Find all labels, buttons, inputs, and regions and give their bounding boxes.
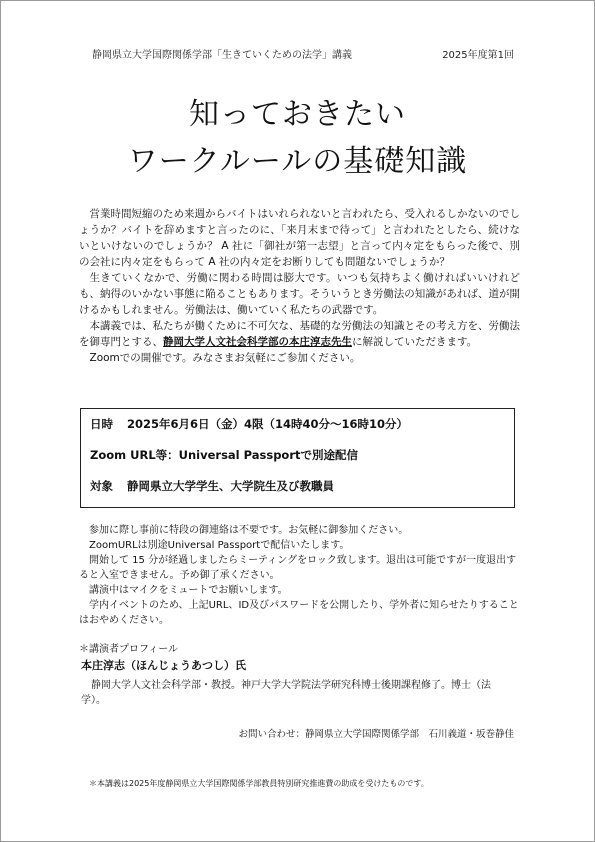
date-value: 2025年6月6日（金）4限（14時40分〜16時10分） — [127, 417, 409, 431]
note-item: 講演中はマイクをミュートでお願いします。 — [89, 585, 288, 596]
zoom-info: Zoom URL等：Universal Passportで別途配信 — [90, 448, 359, 462]
intro-p3-before: 本講義では、私たちが働くために不可欠な、基礎的な労働法の知識とその考え方を、労働法を御専門とする、 — [79, 320, 520, 348]
speaker-bio: 静岡大学人文社会科学部・教授。神戸大学大学院法学研究科博士後期課程修了。博士（法学）。 — [81, 680, 491, 706]
page-title — [1, 91, 594, 185]
date-row — [90, 416, 505, 447]
target-label: 対象 — [90, 479, 113, 493]
lecturer-highlight: 静岡大学人文社会科学部の本庄淳志先生 — [163, 336, 352, 348]
target-value: 静岡県立大学学生、大学院生及び教職員 — [127, 479, 334, 493]
target-row — [90, 478, 505, 509]
zoom-row — [90, 447, 505, 478]
intro-p3-after: に解説していただきます。 — [352, 336, 478, 348]
session-number: 2025年度第1回 — [442, 50, 514, 61]
contact-info: お問い合わせ：静岡県立大学国際関係学部 石川義道・坂巻静佳 — [238, 729, 514, 740]
intro-text — [79, 206, 520, 366]
page-header — [92, 46, 514, 61]
speaker-name: 本庄淳志（ほんじょうあつし）氏 — [81, 659, 246, 672]
title-line-1: 知っておきたい — [189, 97, 406, 132]
intro-paragraph-2: 生きていくなかで、労働に関わる時間は膨大です。いつも気持ちよく働ければいいけれども、納得のいかない事態に陥ることもあります。そういうとき労働法の知識があれば、道が開けるかもしれません。労働法は、働いていく私たちの武器です。 — [79, 272, 520, 316]
funding-footnote: ＊本講義は2025年度静岡県立大学国際関係学部教員特別研究推進費の助成を受けたものです。 — [89, 779, 429, 788]
note-item: ZoomURLは別途Universal Passportで配信いたします。 — [89, 540, 350, 551]
profile-heading: ＊講演者プロフィール — [79, 644, 178, 655]
date-label: 日時 — [90, 417, 113, 431]
title-line-2: ワークルールの基礎知識 — [127, 144, 468, 179]
note-item: 学内イベントのため、上記URL、ID及びパスワードを公開したり、学外者に知らせたりすることはおやめください。 — [79, 600, 519, 626]
course-name: 静岡県立大学国際関係学部「生きていくための法学」講義 — [92, 50, 352, 61]
attendance-notes — [79, 523, 520, 628]
note-item: 参加に際し事前に特段の御連絡は不要です。お気軽に御参加ください。 — [89, 525, 409, 536]
intro-paragraph-3 — [79, 318, 520, 350]
note-item: 開始して 15 分が経過しましたらミーティングをロック致します。退出は可能ですが一度退出すると入室できません。予め御了承ください。 — [79, 555, 517, 581]
intro-paragraph-4: Zoomでの開催です。みなさまお気軽にご参加ください。 — [89, 352, 361, 364]
event-info-box — [80, 408, 515, 508]
intro-paragraph-1: 営業時間短縮のため来週からバイトはいれられないと言われたら、受入れるしかないのでしょうか？バイトを辞めますと言ったのに、「来月末まで待って」と言われたとしたら、続けないといけないのでしょうか？ A 社に「御社が第一志望」と言って内々定をもらった後で、別の会社に内々定をもらって A 社の内々定をお断りしても問題ないでしょうか？ — [79, 208, 520, 268]
